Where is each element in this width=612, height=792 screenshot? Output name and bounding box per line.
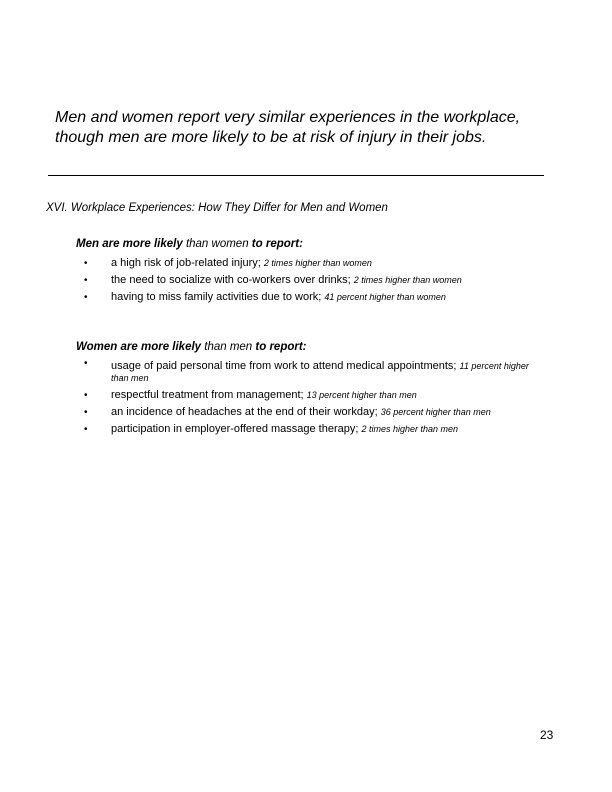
bullet-icon: • [84, 390, 88, 401]
list-item [84, 421, 532, 438]
bullet-icon: • [84, 358, 88, 369]
men-heading-bold-2: to report: [251, 238, 303, 250]
item-note: 2 times higher than men [361, 424, 459, 434]
women-heading-bold-2: to report: [255, 341, 307, 353]
item-text: having to miss family activities due to work; [111, 291, 325, 303]
item-note: 2 times higher than women [263, 258, 372, 268]
page-number: 23 [540, 728, 554, 742]
headline-line-1: Men and women report very similar experiences in the workplace, [55, 109, 521, 126]
women-group-heading [76, 341, 307, 353]
women-heading-plain: than men [201, 341, 256, 353]
item-note: 41 percent higher than women [324, 292, 446, 302]
item-note: 11 percent higher than men [111, 361, 529, 383]
men-heading-bold-1: Men are more likely [76, 238, 183, 250]
list-item [84, 289, 554, 306]
item-note: 13 percent higher than men [306, 390, 417, 400]
women-heading-bold-1: Women are more likely [76, 341, 202, 353]
men-list [84, 255, 554, 306]
item-text: usage of paid personal time from work to attend medical appointments; [111, 360, 460, 372]
section-title: XVI. Workplace Experiences: How They Differ for Men and Women [46, 202, 388, 214]
item-text: an incidence of headaches at the end of their workday; [111, 406, 381, 418]
list-item [84, 404, 532, 421]
item-note: 2 times higher than women [353, 275, 462, 285]
list-item [84, 358, 532, 387]
item-note: 36 percent higher than men [380, 407, 491, 417]
bullet-icon: • [84, 258, 88, 269]
horizontal-divider [48, 175, 544, 176]
item-text: respectful treatment from management; [111, 389, 307, 401]
men-group-heading [76, 238, 303, 250]
bullet-icon: • [84, 292, 88, 303]
bullet-icon: • [84, 275, 88, 286]
men-heading-plain: than women [182, 238, 252, 250]
list-item [84, 387, 532, 404]
bullet-icon: • [84, 424, 88, 435]
headline-line-2: though men are more likely to be at risk of injury in their jobs. [55, 129, 487, 146]
bullet-icon: • [84, 407, 88, 418]
list-item [84, 255, 554, 272]
item-text: a high risk of job-related injury; [111, 257, 264, 269]
item-text: participation in employer-offered massage therapy; [111, 423, 362, 435]
women-list [84, 358, 532, 438]
headline [55, 108, 575, 148]
item-text: the need to socialize with co-workers over drinks; [111, 274, 354, 286]
list-item [84, 272, 554, 289]
